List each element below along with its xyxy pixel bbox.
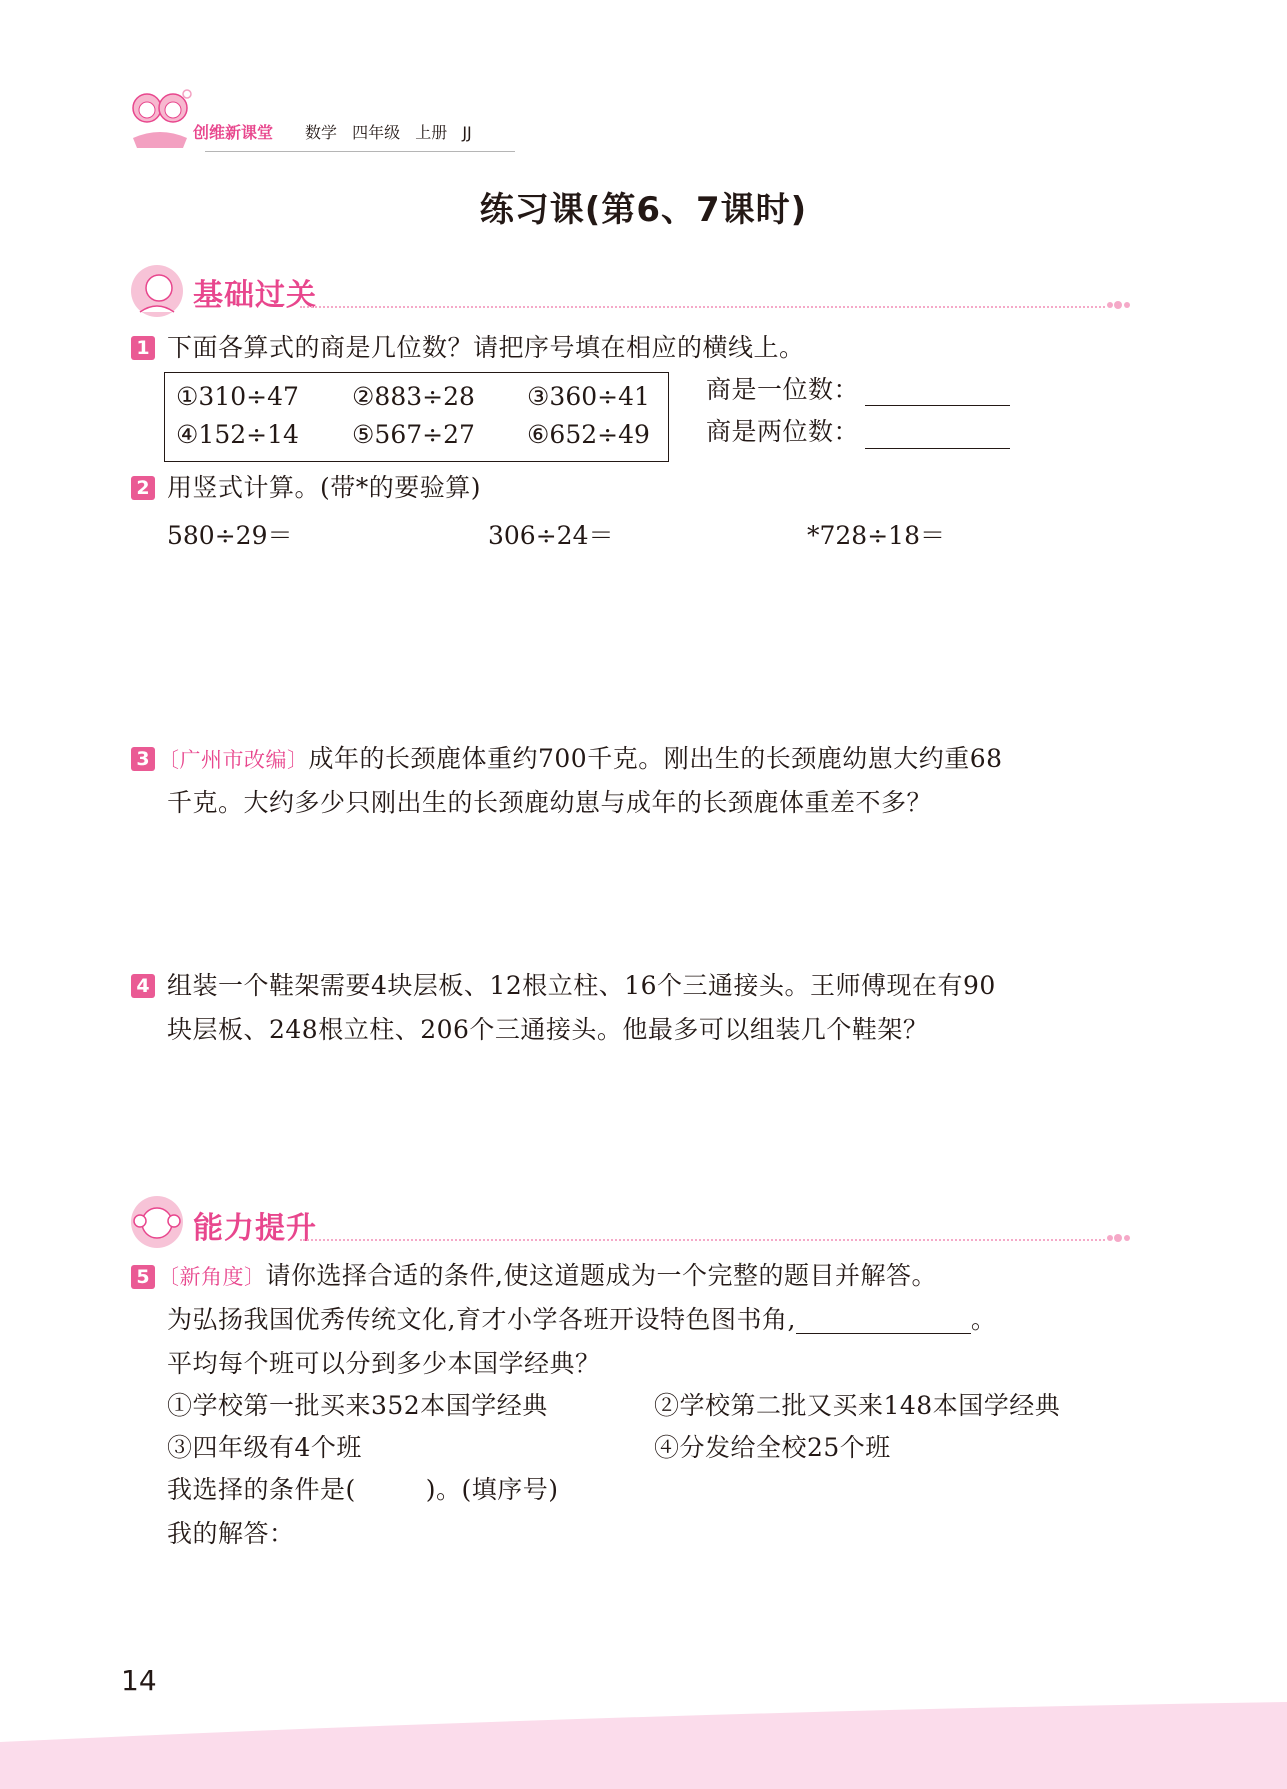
condition-blank[interactable] bbox=[796, 1303, 971, 1334]
condition-4: ④分发给全校25个班 bbox=[654, 1433, 891, 1462]
footer-band bbox=[0, 1702, 1287, 1789]
dots-ornament-icon bbox=[1106, 1232, 1132, 1244]
question-3-line-1 bbox=[158, 737, 1003, 782]
condition-3: ③四年级有4个班 bbox=[167, 1433, 362, 1462]
question-5-line-2 bbox=[167, 1298, 996, 1342]
answer-label: 我的解答： bbox=[167, 1519, 295, 1548]
brand-name: 创维新课堂 bbox=[193, 123, 274, 142]
choice-suffix: )。(填序号) bbox=[425, 1475, 559, 1504]
period: 。 bbox=[970, 1305, 997, 1334]
question-5-line-1 bbox=[158, 1254, 937, 1299]
edition-label: JJ bbox=[462, 123, 472, 142]
one-digit-answer-blank[interactable] bbox=[865, 405, 1010, 406]
subject-label: 数学 bbox=[305, 123, 338, 142]
question-number-3: 3 bbox=[131, 747, 155, 771]
section-divider bbox=[300, 306, 1105, 308]
new-angle-tag: 〔新角度〕 bbox=[158, 1265, 266, 1289]
grade-label: 四年级 bbox=[352, 123, 401, 142]
question-number-5: 5 bbox=[131, 1265, 155, 1289]
section-divider bbox=[300, 1239, 1105, 1241]
question-number-1: 1 bbox=[131, 336, 155, 360]
question-number-2: 2 bbox=[131, 476, 155, 500]
lesson-title: 练习课(第6、7课时) bbox=[479, 190, 808, 230]
two-digit-answer-blank[interactable] bbox=[865, 448, 1010, 449]
question-5-intro: 请你选择合适的条件,使这道题成为一个完整的题目并解答。 bbox=[265, 1261, 937, 1290]
calc-problem-2: 306÷24＝ bbox=[488, 521, 614, 550]
teacher-avatar-icon bbox=[130, 264, 184, 318]
question-5-context: 为弘扬我国优秀传统文化,育才小学各班开设特色图书角, bbox=[167, 1305, 796, 1334]
book-info bbox=[305, 120, 482, 143]
condition-2: ②学校第二批又买来148本国学经典 bbox=[654, 1391, 1061, 1420]
question-2-text: 用竖式计算。(带*的要验算) bbox=[167, 473, 482, 502]
question-3-text: 成年的长颈鹿体重约700千克。刚出生的长颈鹿幼崽大约重68 bbox=[308, 744, 1003, 773]
question-3-line-2: 千克。大约多少只刚出生的长颈鹿幼崽与成年的长颈鹿体重差不多？ bbox=[167, 788, 933, 817]
question-1-text: 下面各算式的商是几位数？请把序号填在相应的横线上。 bbox=[167, 333, 805, 362]
source-tag: 〔广州市改编〕 bbox=[158, 748, 309, 772]
choice-line bbox=[167, 1468, 559, 1512]
question-number-4: 4 bbox=[131, 974, 155, 998]
header-rule bbox=[205, 151, 515, 152]
volume-label: 上册 bbox=[415, 123, 448, 142]
two-digit-label: 商是两位数： bbox=[706, 417, 860, 446]
option-6: ⑥652÷49 bbox=[527, 420, 650, 449]
option-5: ⑤567÷27 bbox=[352, 420, 475, 449]
choice-prefix: 我选择的条件是( bbox=[167, 1475, 356, 1504]
section-title-advanced: 能力提升 bbox=[193, 1211, 317, 1246]
question-4-line-2: 块层板、248根立柱、206个三通接头。他最多可以组装几个鞋架？ bbox=[167, 1015, 929, 1044]
section-title-basic: 基础过关 bbox=[193, 278, 317, 313]
one-digit-label: 商是一位数： bbox=[706, 375, 860, 404]
option-4: ④152÷14 bbox=[176, 420, 299, 449]
monkey-avatar-icon bbox=[130, 1195, 184, 1249]
dots-ornament-icon bbox=[1106, 299, 1132, 311]
option-3: ③360÷41 bbox=[527, 382, 650, 411]
condition-1: ①学校第一批买来352本国学经典 bbox=[167, 1391, 548, 1420]
calc-problem-1: 580÷29＝ bbox=[167, 521, 293, 550]
option-1: ①310÷47 bbox=[176, 382, 299, 411]
option-2: ②883÷28 bbox=[352, 382, 475, 411]
question-4-line-1: 组装一个鞋架需要4块层板、12根立柱、16个三通接头。王师傅现在有90 bbox=[167, 971, 996, 1000]
page-number: 14 bbox=[121, 1664, 157, 1697]
calc-problem-3: *728÷18＝ bbox=[807, 521, 945, 550]
question-5-line-3: 平均每个班可以分到多少本国学经典？ bbox=[167, 1349, 601, 1378]
